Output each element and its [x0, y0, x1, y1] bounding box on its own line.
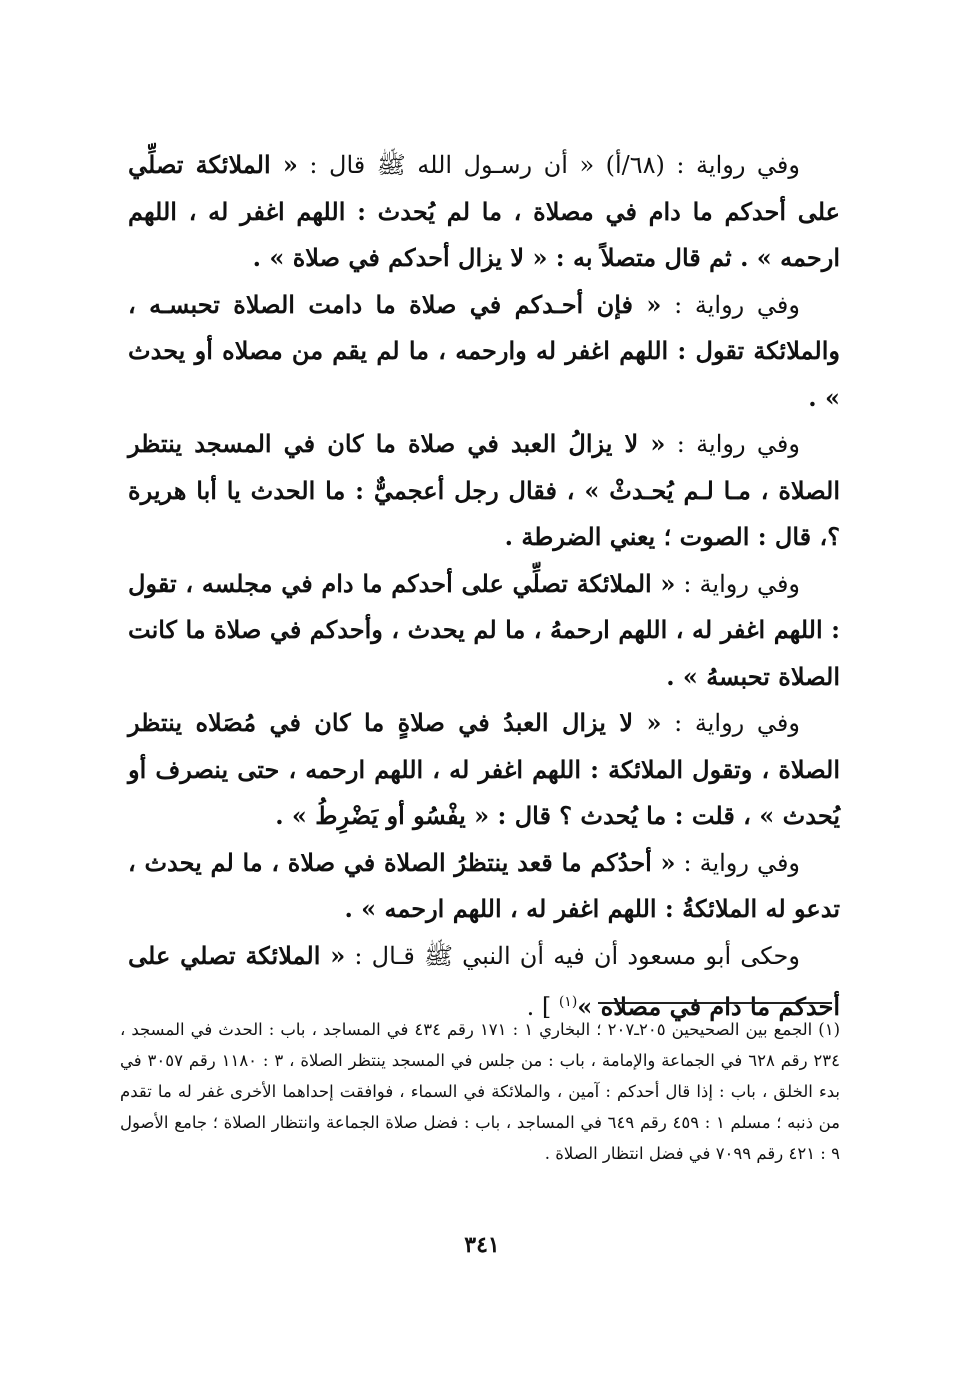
paragraph-tail: ] .	[526, 993, 559, 1021]
hadith-text: « لا يزالُ العبد في صلاة ما كان في المسجد ينتظر الصلاة ، مـا لـم يُحـدثْ » ، فقال رجل أعجميٌّ : ما الحدث يا أبا هريرة ؟، قال : الصوت ؛ يعني الضرطة .	[128, 429, 840, 551]
main-text	[128, 142, 840, 1031]
paragraph-lead: وفي رواية :	[675, 569, 801, 598]
paragraph-lead: وحكى أبو مسعود أن فيه أن النبي ﷺ قـال :	[345, 941, 800, 970]
paragraph-2	[128, 282, 840, 422]
hadith-text: « أحدُكم ما قعد ينتظرُ الصلاة في صلاة ، ما لم يحدث ، تدعو له الملائكةُ : اللهم اغفر له ، اللهم ارحمه » .	[128, 847, 840, 923]
hadith-text: « الملائكة تصلِّي على أحدكم ما دام في مجلسه ، تقول : اللهم اغفر له ، اللهم ارحمهُ ، ما لم يحدث ، وأحدكم في صلاة ما كانت الصلاة تحبسهُ » .	[128, 568, 840, 691]
footnote-divider	[598, 1002, 832, 1004]
paragraph-lead: وفي رواية :	[661, 709, 800, 737]
page-number: ٣٤١	[464, 1232, 500, 1258]
paragraph-lead: وفي رواية :	[661, 290, 800, 319]
footnote: (١) الجمع بين الصحيحين ٢٠٥ـ٢٠٧ ؛ البخاري ١ : ١٧١ رقم ٤٣٤ في المساجد ، باب : الحدث في المسجد ، ٢٣٤ رقم ٦٢٨ في الجماعة والإمامة ، باب : من جلس في المسجد ينتظر الصلاة ، ٣ : ١١٨٠ رقم ٣٠٥٧ في بدء الخلق ، باب : إذا قال أحدكم : آمين ، والملائكة في السماء ، فوافقت إحداهما الأخرى غفر له ما تقدم من ذنبه ؛ مسلم ١ : ٤٥٩ رقم ٦٤٩ في المساجد ، باب : فضل صلاة الجماعة وانتظار الصلاة ؛ جامع الأصول ٩ : ٤٢١ رقم ٧٠٩٩ في فضل انتظار الصلاة .	[120, 1020, 841, 1163]
footnote-reference: (١)	[558, 994, 578, 1010]
paragraph-4	[128, 561, 840, 701]
hadith-text: « لا يزال العبدُ في صلاةٍ ما كان في مُصَلاه ينتظر الصلاة ، وتقول الملائكة : اللهم اغفر له ، اللهم ارحمه ، حتى ينصرف أو يُحدث » ، قلت : ما يُحدث ؟ قال : « يفْسُو أو يَضْرِطُ » .	[128, 708, 840, 830]
paragraph-lead: وفي رواية :	[675, 848, 801, 877]
paragraph-5	[128, 700, 840, 840]
hadith-text: « الملائكة تصلي على أحدكم ما دام في مصلاه »	[128, 940, 840, 1021]
hadith-text: « فإن أحـدكم في صلاة ما دامت الصلاة تحبسـه ، والملائكة تقول : اللهم اغفر له وارحمه ، ما لم يقم من مصلاه أو يحدث » .	[128, 289, 840, 412]
paragraph-1	[128, 142, 840, 282]
paragraph-lead: وفي رواية : (٦٨/أ) « أن رسـول الله ﷺ قال :	[297, 151, 800, 179]
paragraph-6	[128, 840, 840, 933]
paragraph-3	[128, 421, 840, 561]
paragraph-lead: وفي رواية :	[665, 430, 800, 458]
hadith-text: « الملائكة تصلِّي على أحدكم ما دام في مصلاة ، ما لم يُحدث : اللهم اغفر له ، اللهم ارحمه » . ثم قال متصلاً به : « لا يزال أحدكم في صلاة » .	[128, 150, 840, 272]
